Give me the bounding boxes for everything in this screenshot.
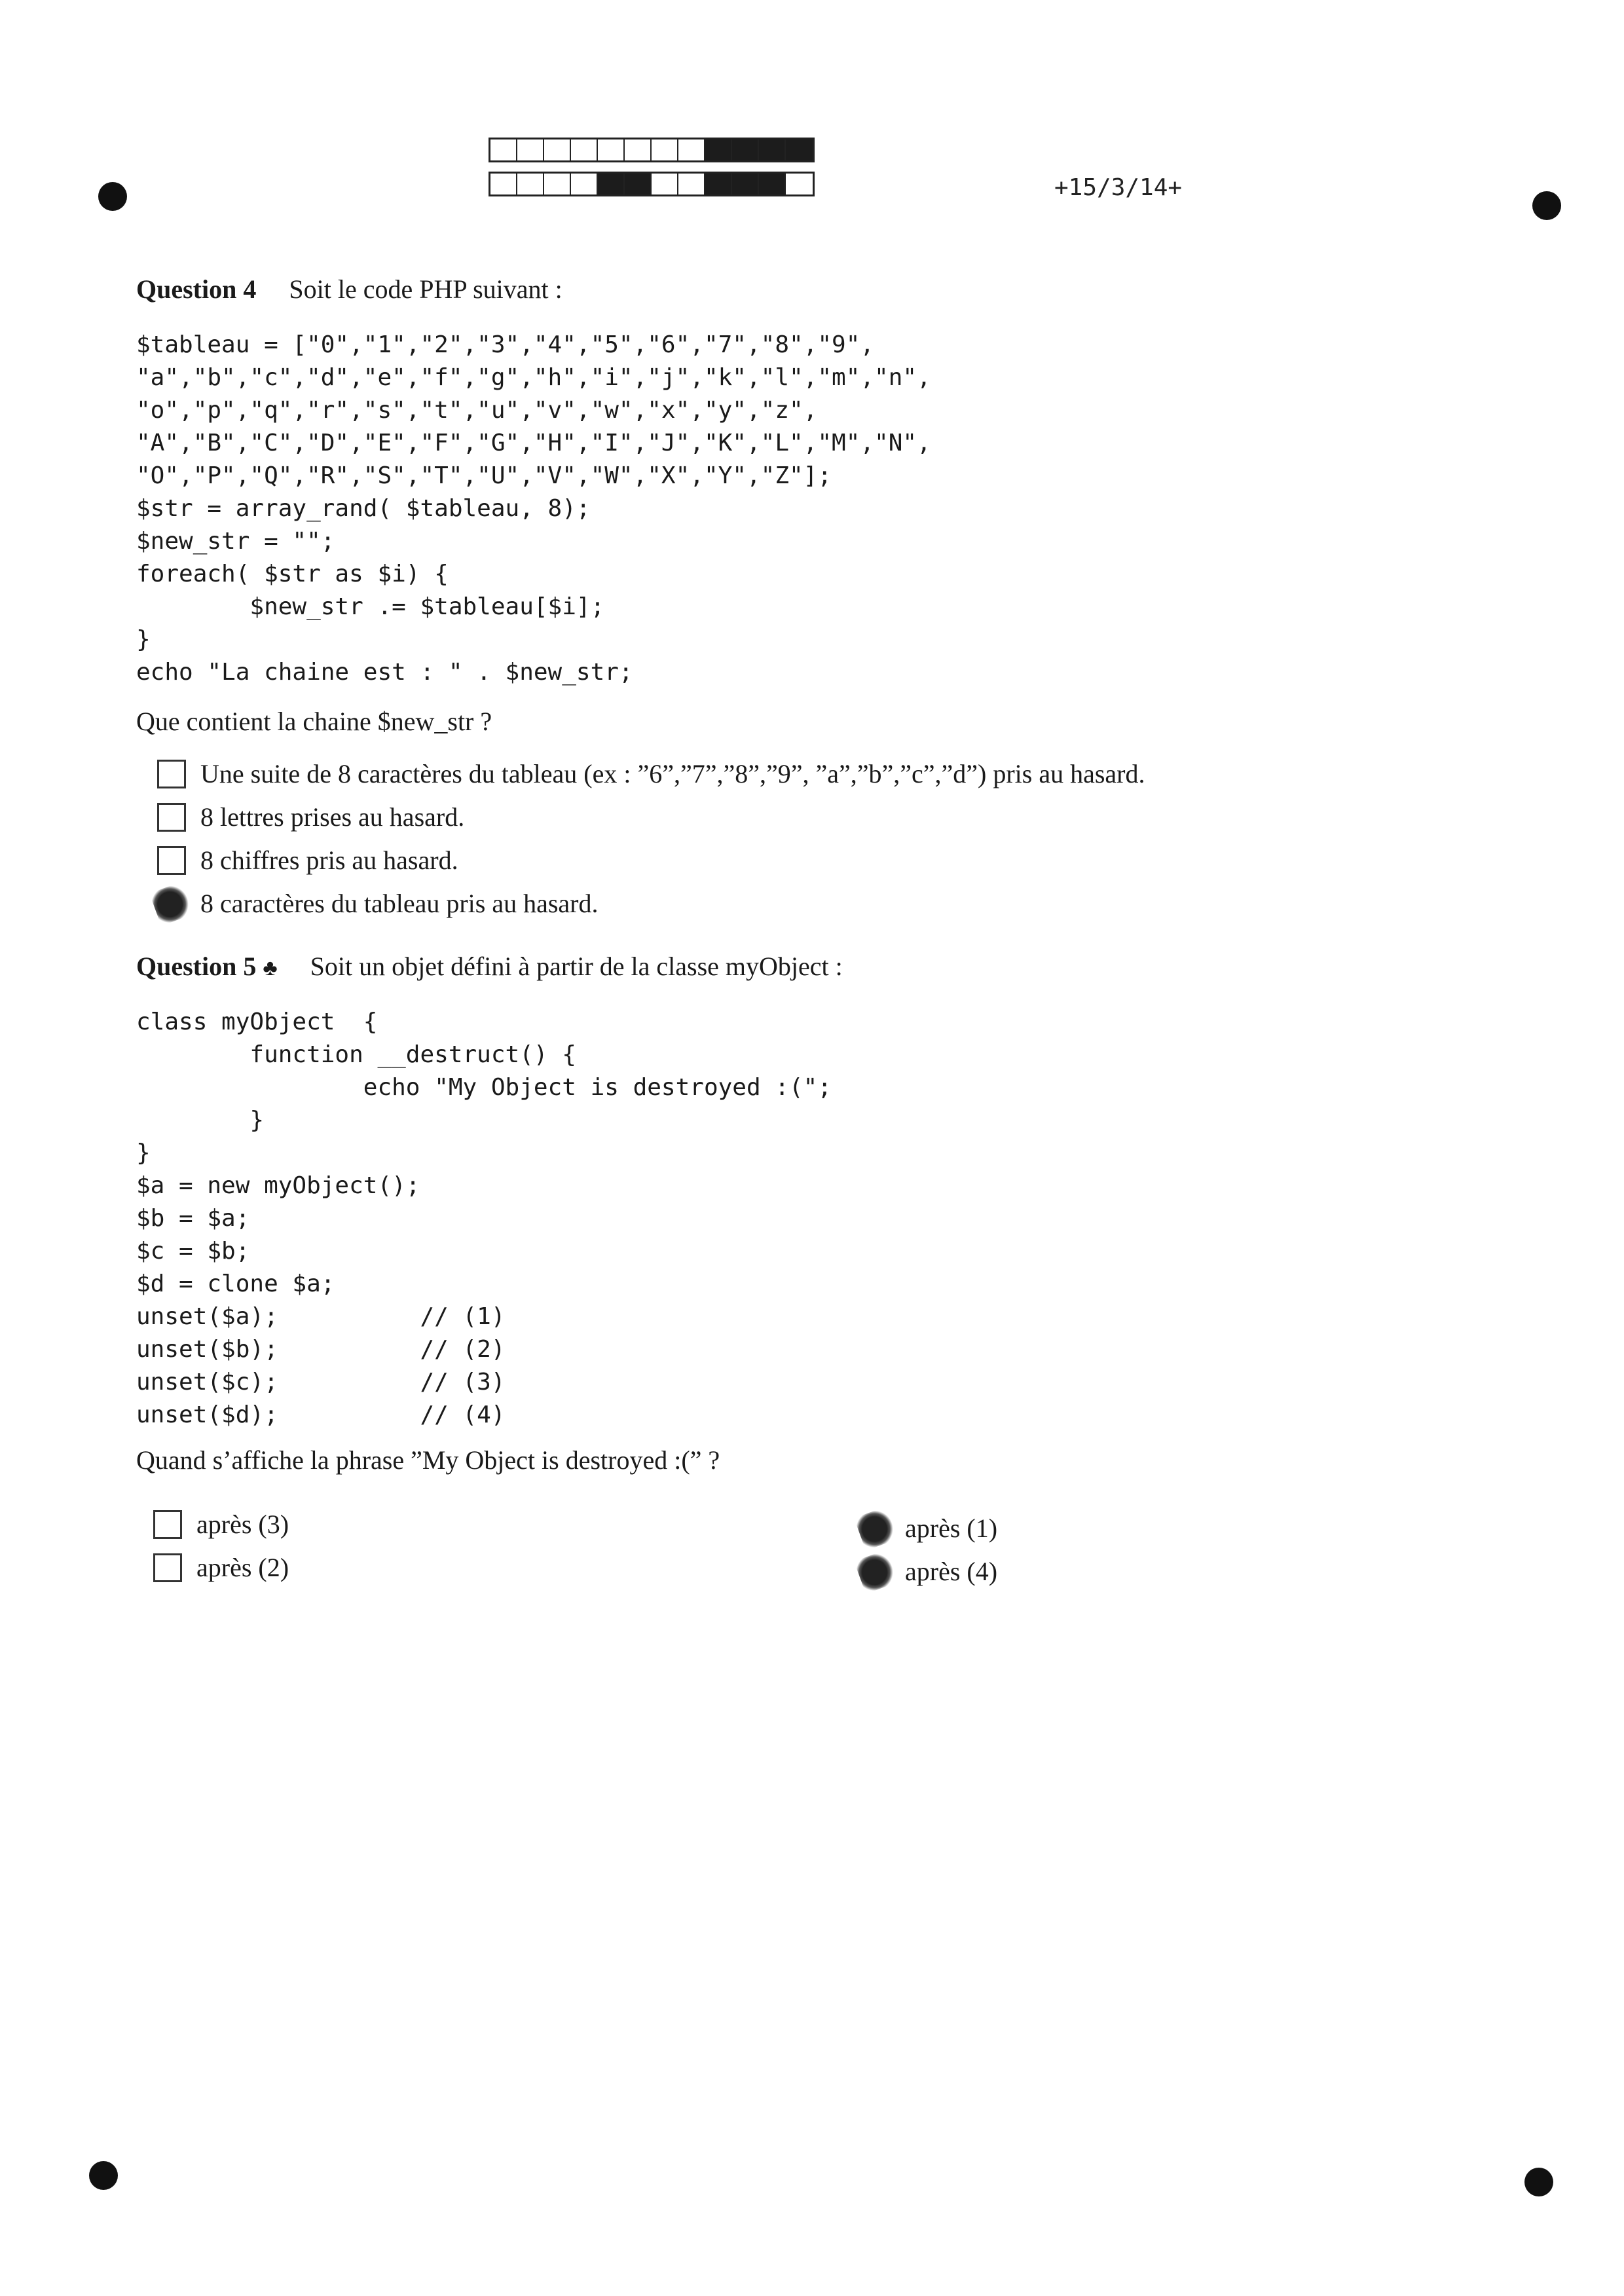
- barcode-cell: [732, 174, 759, 194]
- barcode-cell: [786, 174, 813, 194]
- barcode-cell: [598, 139, 625, 160]
- q4-answer-2-checkbox[interactable]: [157, 803, 186, 832]
- barcode-cell: [732, 139, 759, 160]
- q5-answer-1[interactable]: [153, 1509, 289, 1540]
- question-4-text: Soit le code PHP suivant :: [289, 274, 563, 304]
- barcode-row-2: [489, 172, 815, 196]
- barcode-cell: [705, 139, 732, 160]
- q5-answer-2-checkbox[interactable]: [153, 1553, 182, 1582]
- q5-answer-3[interactable]: [862, 1513, 997, 1544]
- page-code: +15/3/14+: [1054, 174, 1183, 201]
- question-5-prompt: Quand s’affiche la phrase ”My Object is destroyed :(” ?: [136, 1445, 720, 1475]
- q4-answer-4-checkbox[interactable]: [149, 881, 194, 926]
- question-4-prompt: Que contient la chaine $new_str ?: [136, 707, 492, 736]
- q5-answer-4-checkbox[interactable]: [854, 1549, 898, 1594]
- barcode-cell: [571, 174, 598, 194]
- question-4-label: Question 4: [136, 274, 257, 304]
- barcode-cell: [490, 174, 517, 194]
- barcode-cell: [625, 139, 652, 160]
- question-4-code: $tableau = ["0","1","2","3","4","5","6","7","8","9", "a","b","c","d","e","f","g","h","i","j","k","l","m","n", "o","p","q","r","s","t","u","v","w","x","y","z", "A","B","C","D","E","F","G","H","I","J","K","L","M","N", "O","P","Q","R","S","T","U","V","W","X","Y","Z"]; $str = array_rand( $tableau, 8); $new_str = ""; foreach( $str as $i) { $new_str .= $tableau[$i]; } echo "La chaine est : " . $new_str;: [136, 331, 931, 686]
- question-5-header: [136, 951, 843, 982]
- barcode-cell: [571, 139, 598, 160]
- q5-answer-2[interactable]: [153, 1552, 289, 1583]
- barcode-cell: [705, 174, 732, 194]
- barcode-cell: [517, 174, 544, 194]
- q4-answer-3[interactable]: [157, 845, 458, 876]
- barcode-cell: [517, 139, 544, 160]
- barcode-cell: [598, 174, 625, 194]
- q5-answer-3-label: après (1): [905, 1513, 998, 1543]
- q4-answer-1-label: Une suite de 8 caractères du tableau (ex : ”6”,”7”,”8”,”9”, ”a”,”b”,”c”,”d”) pris au hasard.: [200, 759, 1145, 788]
- q4-answer-4-label: 8 caractères du tableau pris au hasard.: [200, 889, 599, 918]
- barcode-cell: [652, 174, 678, 194]
- q4-answer-2[interactable]: [157, 802, 464, 832]
- barcode-cell: [678, 139, 705, 160]
- q5-answer-2-label: après (2): [196, 1553, 289, 1582]
- q4-answer-4[interactable]: [157, 888, 598, 919]
- barcode-cell: [490, 139, 517, 160]
- barcode-row-1: [489, 138, 815, 162]
- q5-answer-3-checkbox[interactable]: [854, 1506, 898, 1551]
- q5-answer-1-label: après (3): [196, 1509, 289, 1539]
- question-5-label-wrap: [136, 952, 278, 981]
- question-5-label: Question 5: [136, 952, 257, 981]
- barcode-cell: [786, 139, 813, 160]
- q4-answer-3-label: 8 chiffres pris au hasard.: [200, 845, 458, 875]
- q4-answer-1[interactable]: [157, 758, 1145, 789]
- barcode-cell: [544, 174, 571, 194]
- barcode-cell: [759, 139, 786, 160]
- q5-answer-1-checkbox[interactable]: [153, 1510, 182, 1539]
- barcode-cell: [652, 139, 678, 160]
- registration-mark-top-right: [1532, 191, 1561, 220]
- registration-mark-bottom-right: [1524, 2168, 1553, 2196]
- club-icon: ♣: [263, 956, 278, 980]
- question-5-text: Soit un objet défini à partir de la classe myObject :: [310, 952, 843, 981]
- q4-answer-2-label: 8 lettres prises au hasard.: [200, 802, 465, 832]
- question-4-header: [136, 274, 563, 305]
- registration-mark-top-left: [98, 182, 127, 211]
- barcode-cell: [759, 174, 786, 194]
- q5-answer-4[interactable]: [862, 1556, 997, 1587]
- q4-answer-3-checkbox[interactable]: [157, 846, 186, 875]
- registration-mark-bottom-left: [89, 2161, 118, 2190]
- q4-answer-1-checkbox[interactable]: [157, 760, 186, 788]
- question-5-code: class myObject { function __destruct() { echo "My Object is destroyed :("; } } $a = new myObject(); $b = $a; $c = $b; $d = clone $a; unset($a); // (1) unset($b); // (2) unset($c); // (3) unset($d); // (4): [136, 1009, 832, 1428]
- barcode-cell: [544, 139, 571, 160]
- barcode-cell: [678, 174, 705, 194]
- q5-answer-4-label: après (4): [905, 1557, 998, 1586]
- barcode-cell: [625, 174, 652, 194]
